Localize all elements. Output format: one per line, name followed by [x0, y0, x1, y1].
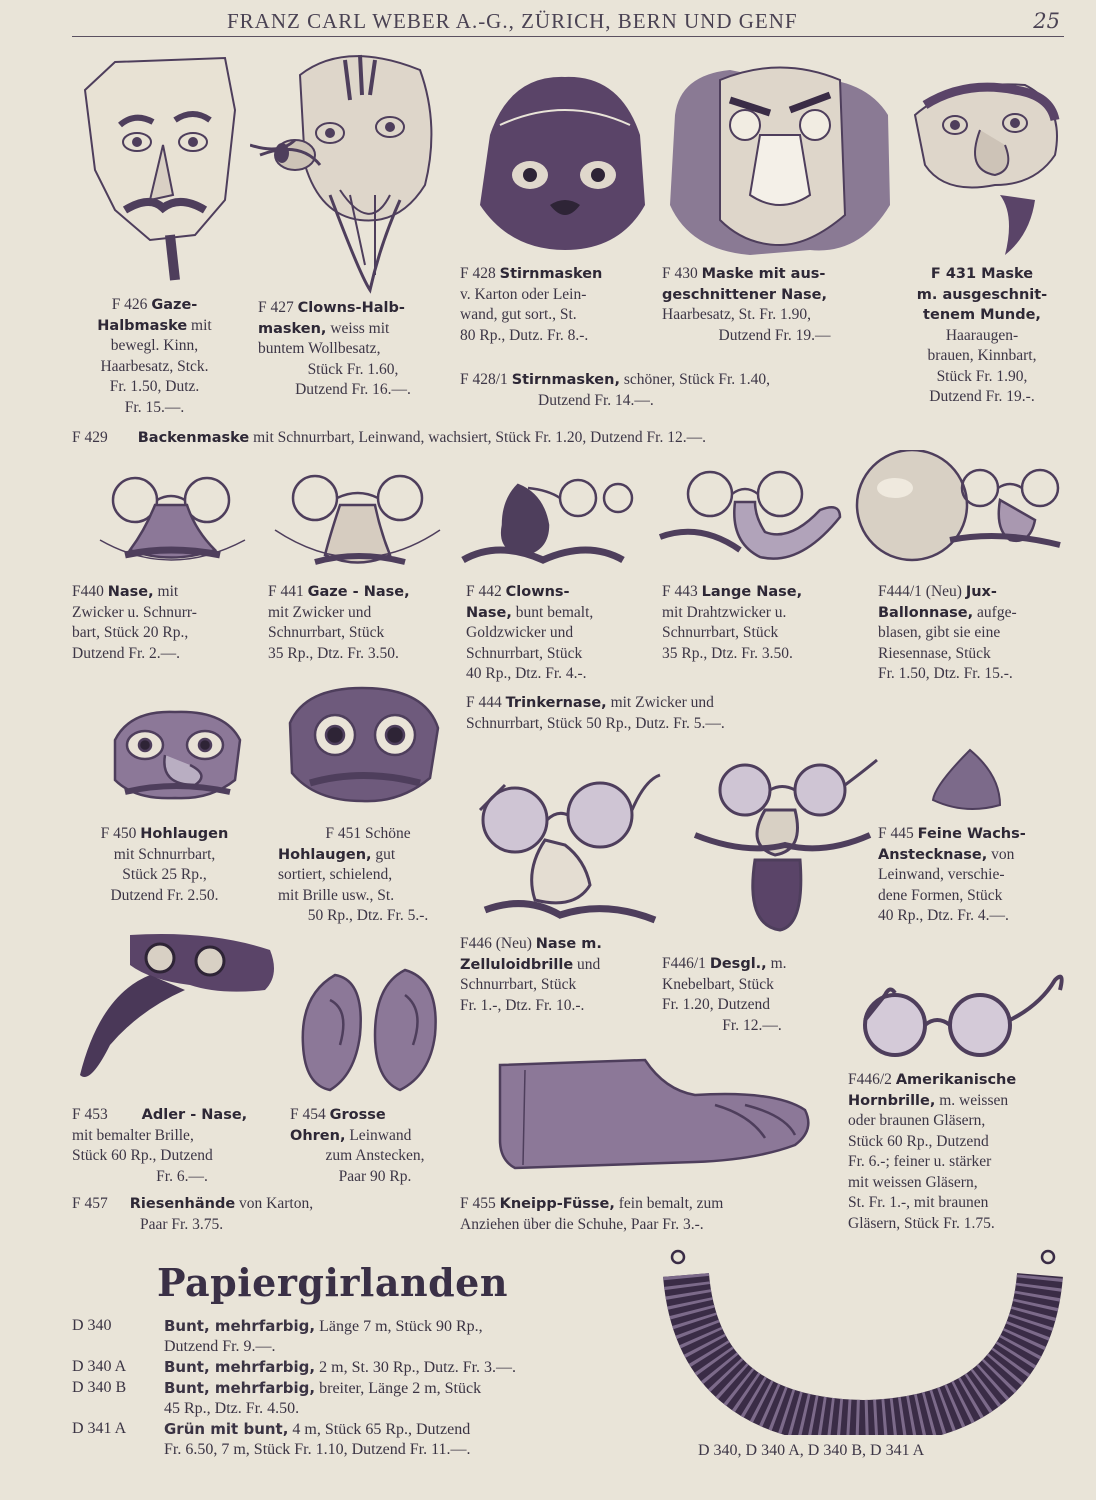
kneipp-fuesse-illustration: [495, 1050, 815, 1180]
caption-f444: F 444 Trinkernase, mit Zwicker und Schnurrbart, Stück 50 Rp., Dutz. Fr. 5.—.: [466, 694, 725, 732]
caption-f445: F 445 Feine Wachs- Anstecknase, von Leinwand, verschie- dene Formen, Stück 40 Rp., Dtz. Fr. 4.—.: [878, 825, 1026, 924]
garland-item-d341a: D 341 A Grün mit bunt, 4 m, Stück 65 Rp., Dutzend Fr. 6.50, 7 m, Stück Fr. 1.10, Dutzend Fr. 11.—.: [72, 1420, 471, 1458]
lange-nase-illustration: [650, 462, 850, 577]
caption-f428-1: F 428/1 Stirnmasken, schöner, Stück Fr. 1.40, Dutzend Fr. 14.—.: [460, 371, 771, 409]
caption-f431: F 431 Maske m. ausgeschnit- tenem Munde, Haaraugen- brauen, Kinnbart, Stück Fr. 1.90, Dutzend Fr. 19.-.: [916, 266, 1048, 405]
wachs-anstecknase-illustration: [925, 745, 1005, 815]
garland-item-d340: D 340 Bunt, mehrfarbig, Länge 7 m, Stück 90 Rp., Dutzend Fr. 9.—.: [72, 1317, 483, 1355]
maske-ausgeschnittene-nase-illustration: [660, 55, 900, 260]
caption-f427: F 427 Clowns-Halb- masken, weiss mit buntem Wollbesatz, Stück Fr. 1.60, Dutzend Fr. 16.—.: [258, 299, 411, 398]
caption-f455: F 455 Kneipp-Füsse, fein bemalt, zum Anziehen über die Schuhe, Paar Fr. 3.-.: [460, 1195, 724, 1233]
maske-ausgeschnittener-mund-illustration: [905, 75, 1065, 260]
caption-f441: F 441 Gaze - Nase, mit Zwicker und Schnurrbart, Stück 35 Rp., Dtz. Fr. 3.50.: [268, 583, 410, 662]
caption-f430: F 430 Maske mit aus- geschnittener Nase, Haarbesatz, St. Fr. 1.90, Dutzend Fr. 19.—: [662, 265, 831, 344]
hohlaugen-illustration: [100, 700, 250, 815]
grosse-ohren-illustration: [295, 965, 445, 1095]
garland-item-d340b: D 340 B Bunt, mehrfarbig, breiter, Länge 2 m, Stück 45 Rp., Dtz. Fr. 4.50.: [72, 1379, 482, 1417]
caption-f450: F 450 Hohlaugen mit Schnurrbart, Stück 25 Rp., Dutzend Fr. 2.50.: [100, 825, 229, 904]
caption-f442: F 442 Clowns- Nase, bunt bemalt, Goldzwicker und Schnurrbart, Stück 40 Rp., Dtz. Fr. 4.-.: [466, 583, 594, 682]
gaze-halbmaske-illustration: [75, 50, 250, 285]
caption-f443: F 443 Lange Nase, mit Drahtzwicker u. Schnurrbart, Stück 35 Rp., Dtz. Fr. 3.50.: [662, 583, 803, 662]
adler-nase-illustration: [70, 925, 285, 1100]
caption-f429: F 429 Backenmaske mit Schnurrbart, Leinwand, wachsiert, Stück Fr. 1.20, Dutzend Fr. 12.—.: [72, 429, 706, 446]
caption-f426: F 426 Gaze- Halbmaske mit bewegl. Kinn, Haarbesatz, Stck. Fr. 1.50, Dutz. Fr. 15.—.: [97, 296, 212, 416]
caption-f446-1: F446/1 Desgl., m. Knebelbart, Stück Fr. 1.20, Dutzend Fr. 12.—.: [662, 955, 787, 1034]
caption-f457: F 457 Riesenhände von Karton, Paar Fr. 3.75.: [72, 1195, 314, 1233]
garland-caption: D 340, D 340 A, D 340 B, D 341 A: [698, 1442, 925, 1459]
desgl-knebelbart-illustration: [685, 755, 880, 935]
papiergirlande-illustration: [658, 1245, 1068, 1435]
hornbrille-illustration: [855, 965, 1070, 1065]
schoene-hohlaugen-illustration: [280, 683, 445, 808]
caption-f451: F 451 Schöne Hohlaugen, gut sortiert, schielend, mit Brille usw., St. 50 Rp., Dtz. Fr. 5.-.: [278, 825, 429, 924]
caption-f453: F 453 Adler - Nase, mit bemalter Brille, Stück 60 Rp., Dutzend Fr. 6.—.: [72, 1106, 248, 1185]
clowns-nase-illustration: [448, 470, 638, 580]
nase-zelluloidbrille-illustration: [465, 760, 665, 940]
nase-zwicker-illustration: [95, 470, 250, 575]
caption-f446: F446 (Neu) Nase m. Zelluloidbrille und Schnurrbart, Stück Fr. 1.-, Dtz. Fr. 10.-.: [460, 935, 602, 1014]
caption-f428: F 428 Stirnmasken v. Karton oder Lein- wand, gut sort., St. 80 Rp., Dutz. Fr. 8.-.: [460, 265, 603, 344]
ballonnase-illustration: [850, 450, 1065, 570]
page-number: 25: [1033, 9, 1060, 33]
caption-f440: F440 Nase, mit Zwicker u. Schnurr- bart, Stück 20 Rp., Dutzend Fr. 2.—.: [72, 583, 197, 662]
garland-item-d340a: D 340 A Bunt, mehrfarbig, 2 m, St. 30 Rp., Dutz. Fr. 3.—.: [72, 1358, 517, 1376]
section-title-papiergirlanden: Papiergirlanden: [157, 1260, 508, 1305]
header-title: FRANZ CARL WEBER A.-G., ZÜRICH, BERN UND GENF: [227, 9, 798, 33]
caption-f444-1: F444/1 (Neu) Jux- Ballonnase, aufge- blasen, gibt sie eine Riesennase, Stück Fr. 1.50, Dtz. Fr. 15.-.: [878, 583, 1017, 682]
stirnmaske-illustration: [470, 65, 655, 255]
clowns-halbmaske-illustration: [250, 45, 445, 295]
gaze-nase-illustration: [270, 470, 445, 580]
page-header: [72, 4, 1064, 37]
caption-f446-2: F446/2 Amerikanische Hornbrille, m. weissen oder braunen Gläsern, Stück 60 Rp., Dutzend Fr. 6.-; feiner u. stärker mit weissen Gläsern, St. Fr. 1.-, mit braunen Gläsern, Stück Fr. 1.75.: [848, 1071, 1017, 1232]
caption-f454: F 454 Grosse Ohren, Leinwand zum Anstecken, Paar 90 Rp.: [290, 1106, 425, 1185]
